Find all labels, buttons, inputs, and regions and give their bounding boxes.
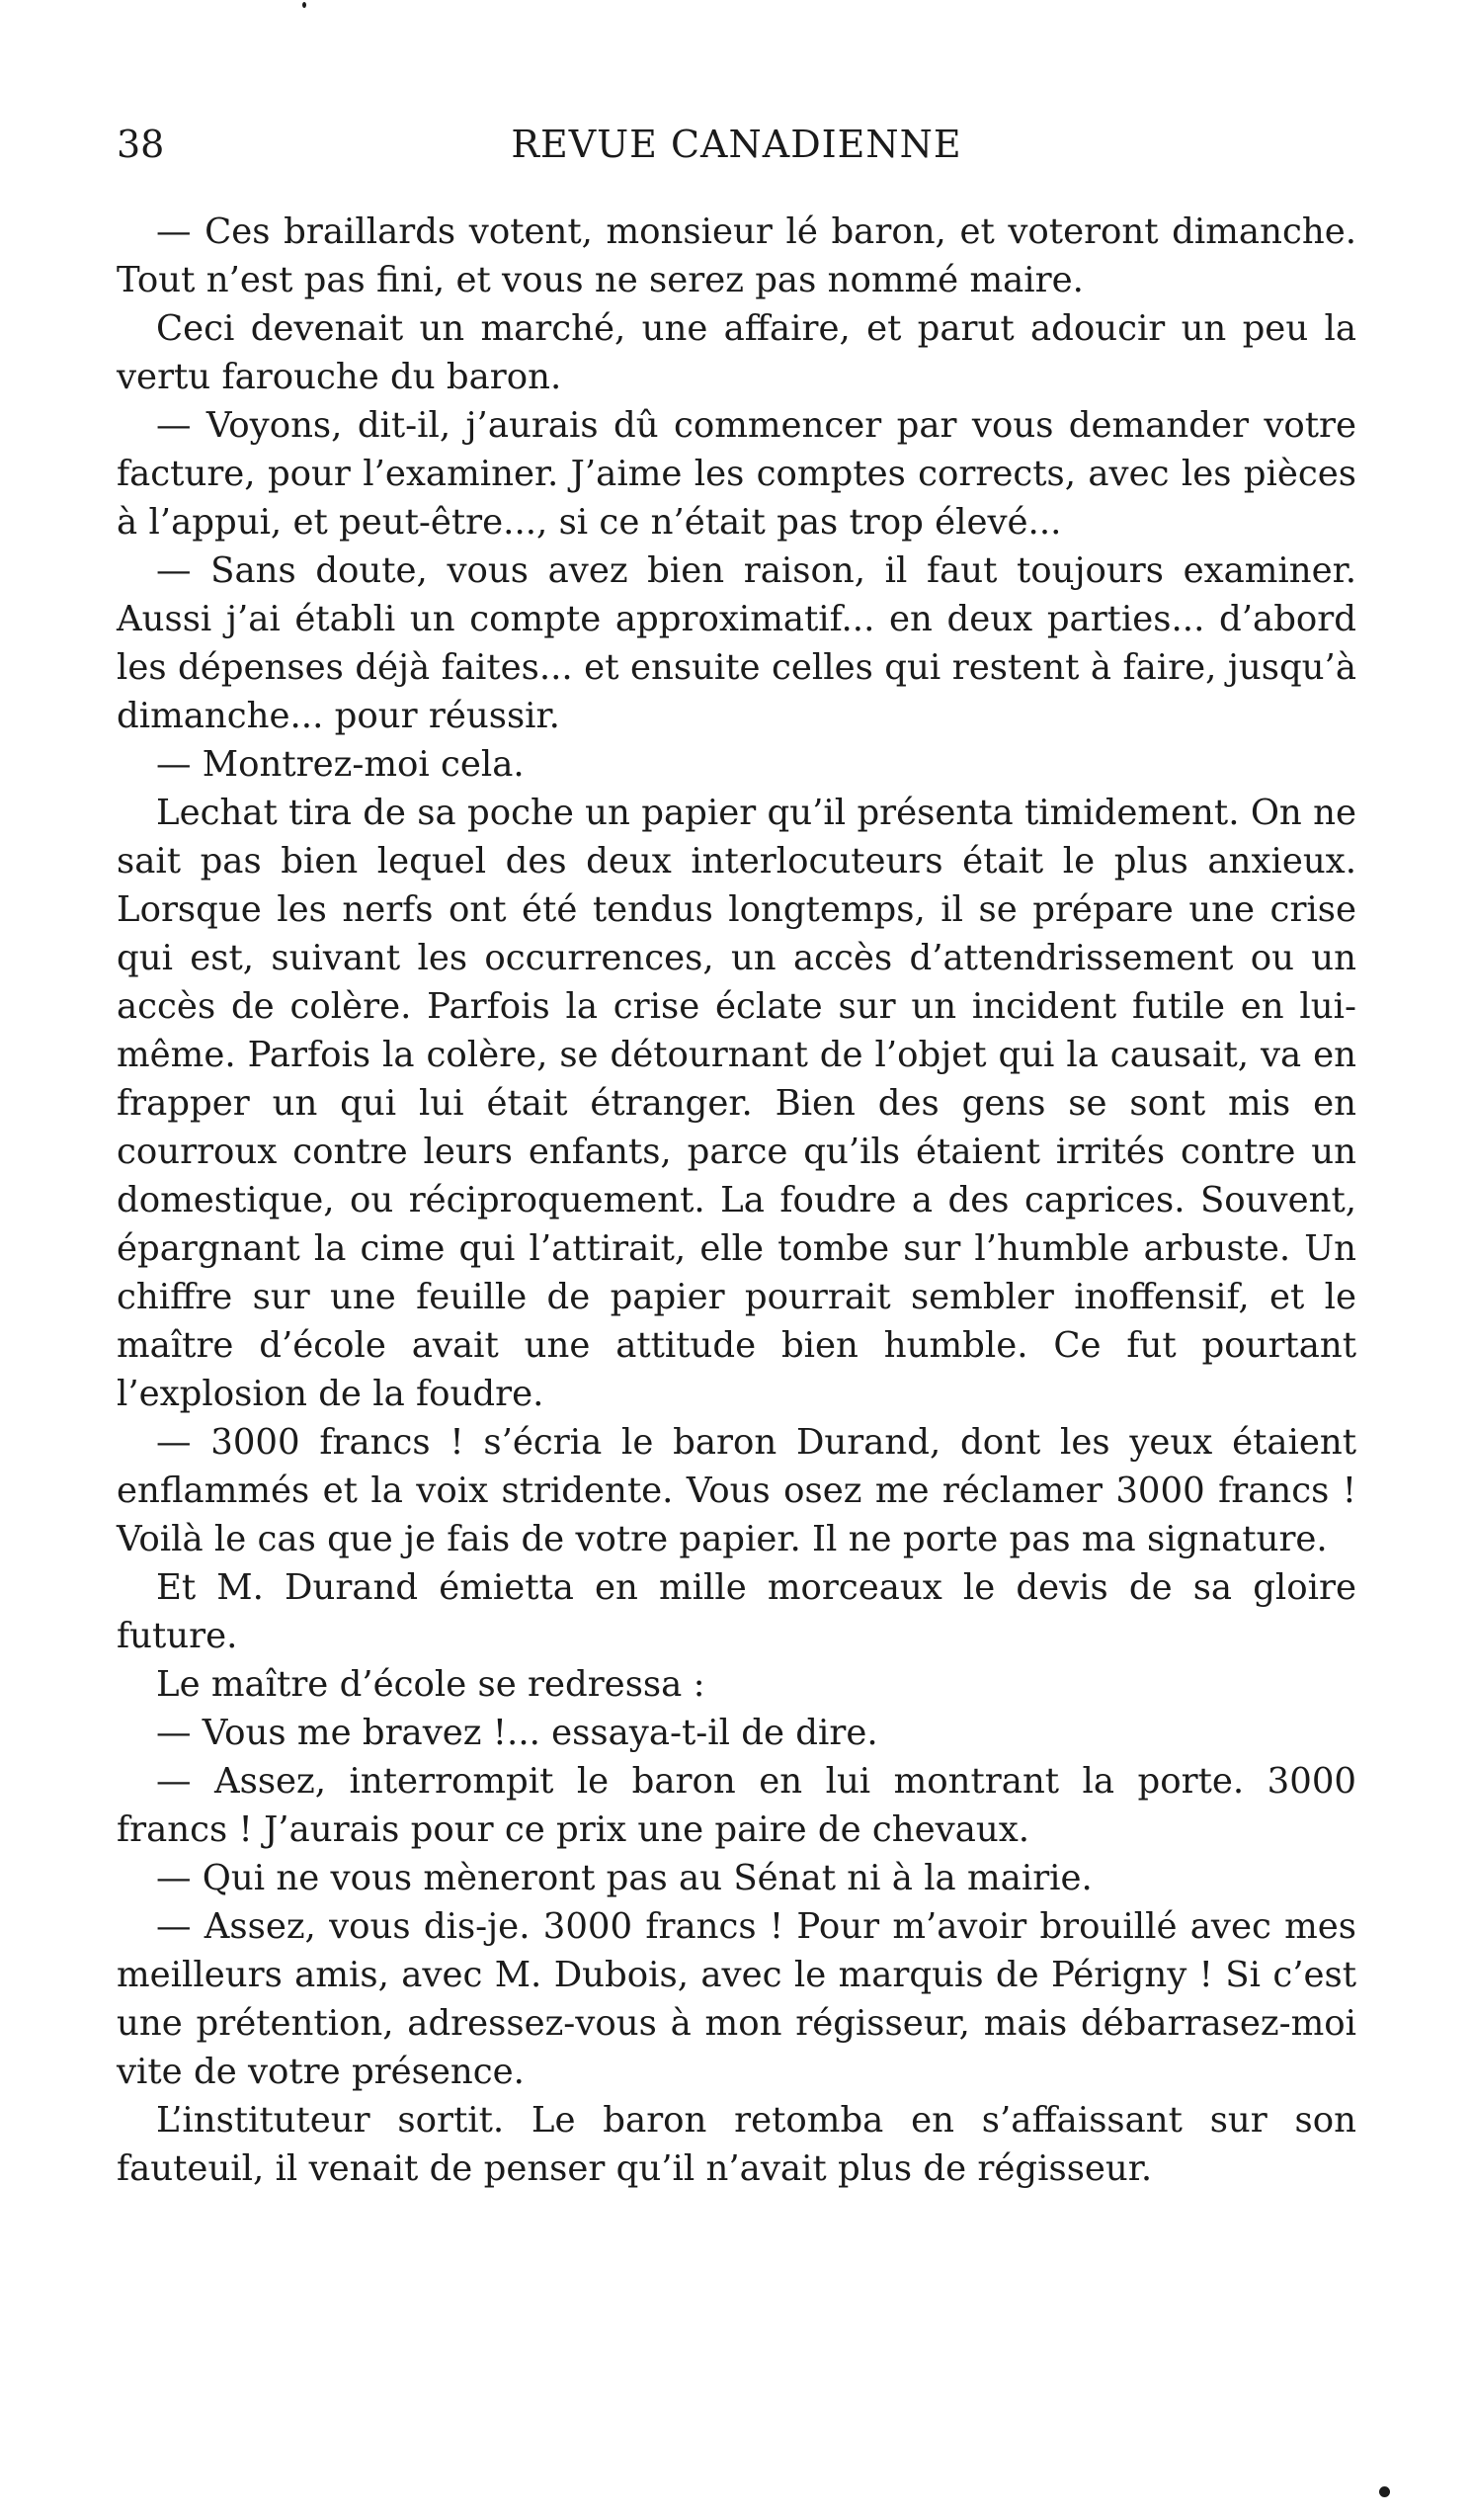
- paragraph: — Qui ne vous mèneront pas au Sénat ni à la mairie.: [156, 1858, 1093, 1898]
- paragraph: L’instituteur sortit. Le baron retomba en s’affaissant sur son fauteuil, il venait de penser qu’il n’avait plus de régisseur.: [117, 2100, 1356, 2189]
- paragraph: Le maître d’école se redressa :: [156, 1664, 705, 1705]
- page-number: 38: [117, 123, 165, 166]
- ink-speck: [1379, 2486, 1390, 2497]
- paragraph: — Assez, vous dis-je. 3000 francs ! Pour m’avoir brouillé avec mes meilleurs amis, avec M. Dubois, avec le marquis de Périgny ! Si c’est une prétention, adressez-vous à mon régisseur, mais débarrasez-moi vite de votre présence.: [117, 1906, 1356, 2092]
- page-header: [117, 123, 1356, 172]
- ink-speck: [302, 2, 306, 8]
- paragraph: — Montrez-moi cela.: [156, 744, 525, 785]
- paragraph: — 3000 francs ! s’écria le baron Durand, dont les yeux étaient enflammés et la voix stridente. Vous osez me réclamer 3000 francs ! Voilà le cas que je fais de votre papier. Il ne porte pas ma signature.: [117, 1422, 1356, 1559]
- paragraph: Et M. Durand émietta en mille morceaux le devis de sa gloire future.: [117, 1567, 1356, 1656]
- paragraph: — Assez, interrompit le baron en lui montrant la porte. 3000 francs ! J’aurais pour ce prix une paire de chevaux.: [117, 1761, 1356, 1850]
- paragraph: Ceci devenait un marché, une affaire, et parut adoucir un peu la vertu farouche du baron.: [117, 308, 1356, 397]
- paragraph: — Ces braillards votent, monsieur lé baron, et voteront dimanche. Tout n’est pas fini, et vous ne serez pas nommé maire.: [117, 211, 1356, 300]
- paragraph: — Voyons, dit-il, j’aurais dû commencer par vous demander votre facture, pour l’examiner. J’aime les comptes corrects, avec les pièces à l’appui, et peut-être..., si ce n’était pas trop élevé...: [117, 405, 1356, 543]
- running-title: REVUE CANADIENNE: [511, 123, 962, 166]
- paragraph: — Sans doute, vous avez bien raison, il faut toujours examiner. Aussi j’ai établi un compte approximatif... en deux parties... d’abord les dépenses déjà faites... et ensuite celles qui restent à faire, jusqu’à dimanche... pour réussir.: [117, 550, 1356, 736]
- body-text: [117, 208, 1356, 2193]
- paragraph: — Vous me bravez !... essaya-t-il de dire.: [156, 1713, 878, 1753]
- paragraph: Lechat tira de sa poche un papier qu’il présenta timidement. On ne sait pas bien lequel des deux interlocuteurs était le plus anxieux. Lorsque les nerfs ont été tendus longtemps, il se prépare une crise qui est, suivant les occurrences, un accès d’attendrissement ou un accès de colère. Parfois la crise éclate sur un incident futile en lui-même. Parfois la colère, se détournant de l’objet qui la causait, va en frapper un qui lui était étranger. Bien des gens se sont mis en courroux contre leurs enfants, parce qu’ils étaient irrités contre un domestique, ou réciproquement. La foudre a des caprices. Souvent, épargnant la cime qui l’attirait, elle tombe sur l’humble arbuste. Un chiffre sur une feuille de papier pourrait sembler inoffensif, et le maître d’école avait une attitude bien humble. Ce fut pourtant l’explosion de la foudre.: [117, 793, 1356, 1414]
